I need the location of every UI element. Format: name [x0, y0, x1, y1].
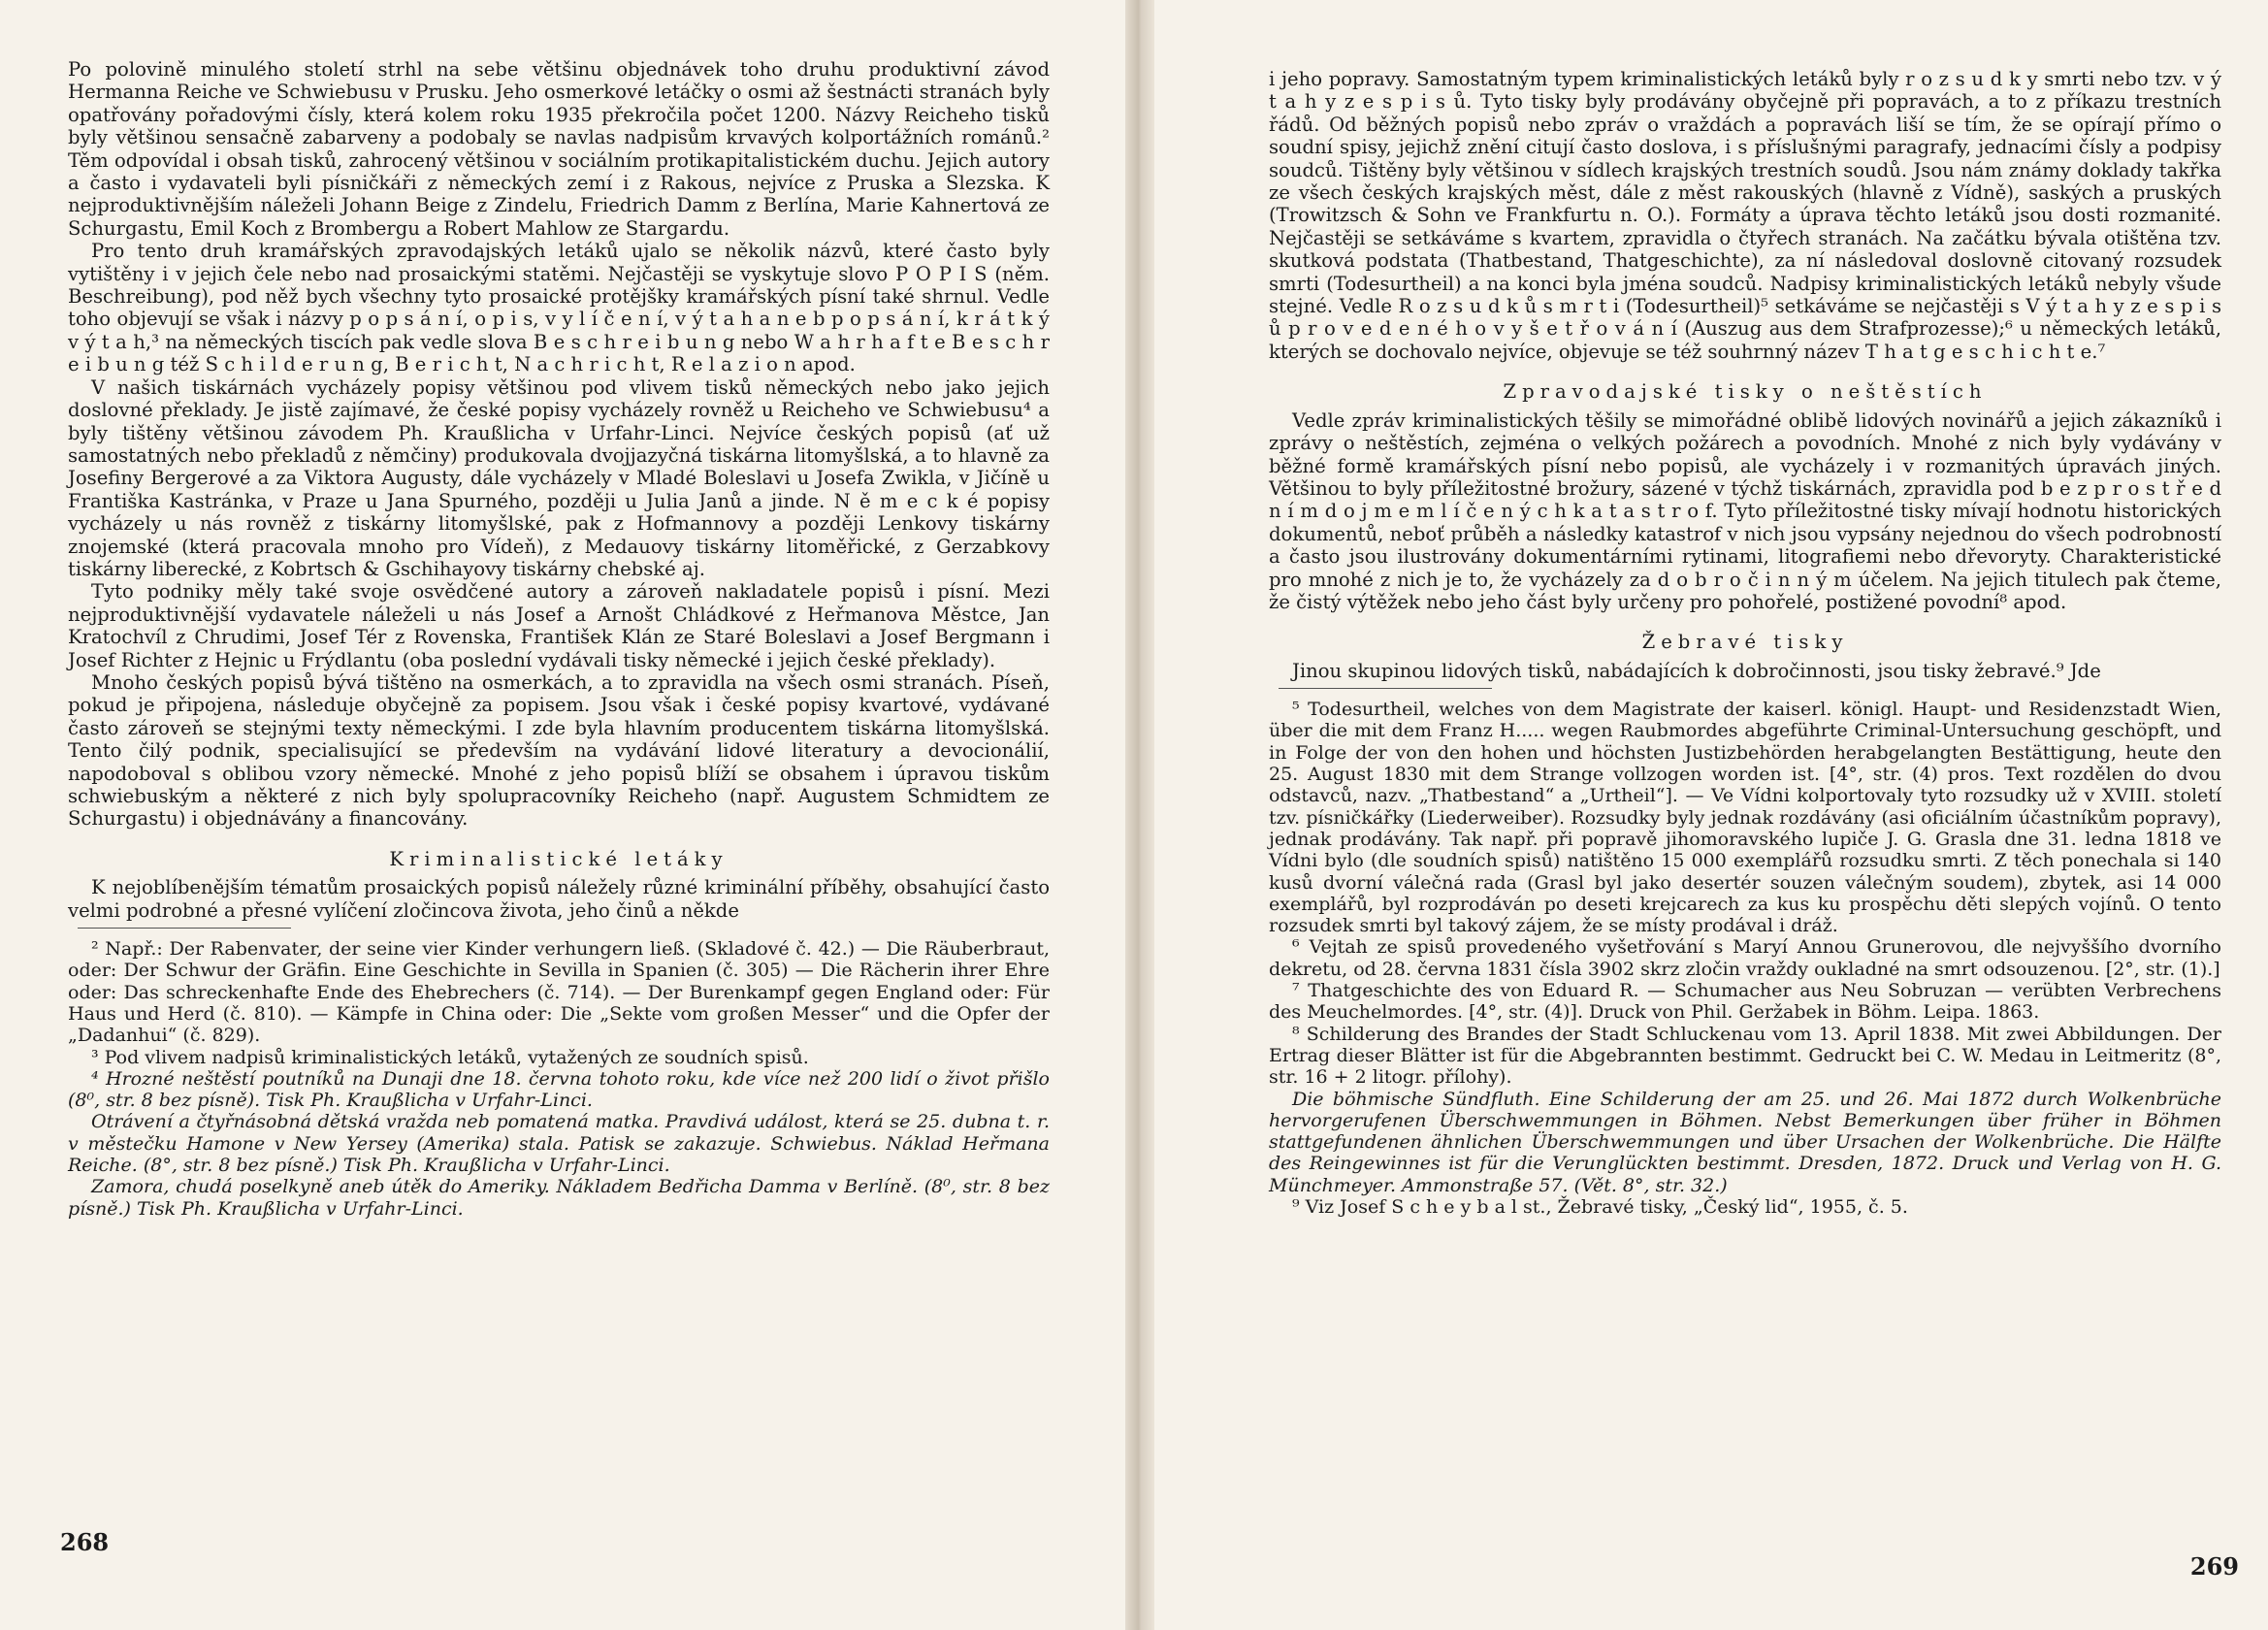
footnote-divider — [78, 928, 291, 929]
paragraph: Pro tento druh kramářských zpravodajských letáků ujalo se několik názvů, které často byly vytištěny i v jejich čele nebo nad prosaickými statěmi. Nejčastěji se vyskytuje slovo P O P I S (něm. Beschreibung), pod něž bych všechny tyto prosaické protějšky kramářských písní také shrnul. Vedle toho objevují se však i názvy p o p s á n í, o p i s, v y l í č e n í, v ý t a h a n e b p o p s á n í, k r á t k ý v ý t a h,³ na německých tiscích pak vedle slova B e s c h r e i b u n g nebo W a h r h a f t e B e s c h r e i b u n g též S c h i l d e r u n g, B e r i c h t, N a c h r i c h t, R e l a z i o n apod. — [68, 240, 1050, 376]
footnote: Die böhmische Sündfluth. Eine Schilderung der am 25. und 26. Mai 1872 durch Wolkenbrüche hervorgerufenen Überschwemmungen in Böhmen. Nebst Bemerkungen über früher in Böhmen stattgefundenen ähnlichen Überschwemmungen und über Ursachen der Wolkenbrüche. Die Hälfte des Reingewinnes ist für die Verunglückten bestimmt. Dresden, 1872. Druck und Verlag von H. G. Münchmeyer. Ammonstraße 57. (Vět. 8°, str. 32.) — [1269, 1088, 2221, 1196]
footnote: ⁹ Viz Josef S c h e y b a l st., Žebravé tisky, „Český lid“, 1955, č. 5. — [1292, 1195, 1908, 1218]
right-footnotes — [1269, 699, 2221, 1218]
section-heading: Žebravé tisky — [1641, 631, 1849, 654]
footnote: ⁶ Vejtah ze spisů provedeného vyšetřování s Maryí Annou Grunerovou, dle nejvyššího dvorního dekretu, od 28. června 1831 čísla 3902 skrz zločin vraždy oukladné na smrt odsouzenou. [2°, str. (1).] — [1269, 936, 2221, 980]
left-footnotes — [68, 938, 1050, 1220]
paragraph: i jeho popravy. Samostatným typem kriminalistických letáků byly r o z s u d k y smrti nebo tzv. v ý t a h y z e s p i s ů. Tyto tisky byly prodávány obyčejně při popravách, a to z příkazu trestních řádů. Od běžných popisů nebo zpráv o vraždách a popravách liší se tím, že se opírají přímo o soudní spisy, jejichž znění citují často doslova, i s příslušnými paragrafy, jednacími čísly a podpisy soudců. Tištěny byly většinou v sídlech krajských trestních soudů. Jsou nám známy doklady takřka ze všech českých krajských měst, dále z měst rakouských (hlavně z Vídně), saských a pruských (Trowitzsch & Sohn ve Frankfurtu n. O.). Formáty a úprava těchto letáků jsou dosti rozmanité. Nejčastěji se setkáváme s kvartem, zpravidla o čtyřech stranách. Na začátku bývala otištěna tzv. skutková podstata (Thatbestand, Thatgeschichte), za ní následoval doslovně citovaný rozsudek smrti (Todesurtheil) a na konci byla jména soudců. Nadpisy kriminalistických letáků nebyly všude stejné. Vedle R o z s u d k ů s m r t i (Todesurtheil)⁵ setkáváme se nejčastěji s V ý t a h y z e s p i s ů p r o v e d e n é h o v y š e t ř o v á n í (Auszug aus dem Strafprozesse);⁶ u německých letáků, kterých se dochovalo nejvíce, objevuje se též souhrnný název T h a t g e s c h i c h t e.⁷ — [1269, 68, 2221, 363]
paragraph: Jinou skupinou lidových tisků, nabádajících k dobročinnosti, jsou tisky žebravé.⁹ Jde — [1292, 659, 2101, 682]
book-gutter — [1125, 0, 1154, 1630]
paragraph: Po polovině minulého století strhl na sebe většinu objednávek toho druhu produktivní závod Hermanna Reiche ve Schwiebusu v Prusku. Jeho osmerkové letáčky o osmi až šestnácti stranách byly opatřovány pořadovými čísly, která kolem roku 1935 překročila počet 1200. Názvy Reicheho tisků byly většinou sensačně zabarveny a podobaly se navlas nadpisům krvavých kolportážních románů.² Těm odpovídal i obsah tisků, zahrocený většinou v sociálním protikapitalistickém duchu. Jejich autory a často i vydavateli byli písničkáři z německých zemí i z Rakous, nejvíce z Pruska a Slezska. K nejproduktivnějším náleželi Johann Beige z Zindelu, Friedrich Damm z Berlína, Marie Kahnertová ze Schurgastu, Emil Koch z Brombergu a Robert Mahlow ze Stargardu. — [68, 58, 1050, 240]
footnote: ⁷ Thatgeschichte des von Eduard R. — Schumacher aus Neu Sobruzan — verübten Verbrechens des Meuchelmordes. [4°, str. (4)]. Druck von Phil. Geržabek in Böhm. Leipa. 1863. — [1269, 980, 2221, 1024]
section-heading: Zpravodajské tisky o neštěstích — [1503, 380, 1988, 404]
footnote: ² Např.: Der Rabenvater, der seine vier Kinder verhungern ließ. (Skladové č. 42.) — Die Räuberbraut, oder: Der Schwur der Gräfin. Eine Geschichte in Sevilla in Spanien (č. 305) — Die Rächerin ihrer Ehre oder: Das schreckenhafte Ende des Ehebrechers (č. 714). — Der Burenkampf gegen England oder: Für Haus und Herd (č. 810). — Kämpfe in China oder: Die „Sekte vom großen Messer“ und die Opfer der „Dadanhui“ (č. 829). — [68, 938, 1050, 1047]
paragraph: Tyto podniky měly také svoje osvědčené autory a zároveň nakladatele popisů i písní. Mezi nejproduktivnější vydavatele náleželi u nás Josef a Arnošt Chládkové z Heřmanova Městce, Jan Kratochvíl z Chrudimi, Josef Tér z Rovenska, František Klán ze Staré Boleslavi a Josef Bergmann i Josef Richter z Hejnic u Frýdlantu (oba poslední vydávali tisky německé i jejich české překlady). — [68, 580, 1050, 671]
section-heading: Kriminalistické letáky — [389, 847, 729, 870]
footnote: ⁸ Schilderung des Brandes der Stadt Schluckenau vom 13. April 1838. Mit zwei Abbildungen. Der Ertrag dieser Blätter ist für die Abgebrannten bestimmt. Gedruckt bei C. W. Medau in Leitmeritz (8°, str. 16 + 2 litogr. přílohy). — [1269, 1023, 2221, 1089]
paragraph: Vedle zpráv kriminalistických těšily se mimořádné oblibě lidových novinářů a jejich zákazníků i zprávy o neštěstích, zejména o velkých požárech a povodních. Mnohé z nich byly vydávány v běžné formě kramářských písní nebo popisů, ale vycházely i v rozmanitých úpravách jiných. Většinou to byly příležitostné brožury, sázené v týchž tiskárnách, zpravidla pod b e z p r o s t ř e d n í m d o j m e m l í č e n ý c h k a t a s t r o f. Tyto příležitostné tisky mívají hodnotu historických dokumentů, neboť průběh a následky katastrof v nich jsou vypsány nejednou do všech podrobností a často jsou ilustrovány dokumentárními rytinami, litografiemi nebo dřevoryty. Charakteristické pro mnohé z nich je to, že vycházely za d o b r o č i n n ý m účelem. Na jejich titulech pak čteme, že čistý výtěžek nebo jeho část byly určeny pro pohořelé, postižené povodní⁸ apod. — [1269, 408, 2221, 613]
footnote: ⁵ Todesurtheil, welches von dem Magistrate der kaiserl. königl. Haupt- und Residenzstadt Wien, über die mit dem Franz H..... wegen Raubmordes abgeführte Criminal-Untersuchung geschöpft, und in Folge der von den hohen und höchsten Justizbehörden herabgelangten Bestättigung, heute den 25. August 1830 mit dem Strange vollzogen worden ist. [4°, str. (4) pros. Text rozdělen do dvou odstavců, nazv. „Thatbestand“ a „Urtheil“]. — Ve Vídni kolportovaly tyto rozsudky už v XVIII. století tzv. písničkářky (Liederweiber). Rozsudky byly jednak rozdávány (asi oficiálním účastníkům popravy), jednak prodávány. Tak např. při popravě jihomoravského lupiče J. G. Grasla dne 31. ledna 1818 ve Vídni bylo (dle soudních spisů) natištěno 15 000 exemplářů rozsudku smrti. Z těch ponechala si 140 kusů dvorní válečná rada (Grasl byl jako desertér souzen válečným soudem), zbytek, asi 14 000 exemplářů, byl rozprodáván po deseti krejcarech za kus ku prospěchu děti slepých vojínů. O tento rozsudek smrti byl takový zájem, že se místy prodával i dráž. — [1269, 699, 2221, 937]
right-page — [1154, 0, 2268, 1630]
footnote-divider — [1279, 688, 1492, 689]
footnote: ⁴ Hrozné neštěstí poutníků na Dunaji dne 18. června tohoto roku, kde více než 200 lidí o život přišlo (8⁰, str. 8 bez písně). Tisk Ph. Kraußlicha v Urfahr-Linci. — [68, 1067, 1050, 1112]
footnote: ³ Pod vlivem nadpisů kriminalistických letáků, vytažených ze soudních spisů. — [91, 1046, 809, 1068]
paragraph: K nejoblíbenějším tématům prosaických popisů náležely různé kriminální příběhy, obsahující často velmi podrobné a přesné vylíčení zločincova života, jeho činů a někde — [68, 876, 1050, 922]
left-page — [0, 0, 1125, 1630]
paragraph: V našich tiskárnách vycházely popisy většinou pod vlivem tisků německých nebo jako jejich doslovné překlady. Je jistě zajímavé, že české popisy vycházely rovněž u Reicheho ve Schwiebusu⁴ a byly tištěny většinou závodem Ph. Kraußlicha v Urfahr-Linci. Nejvíce českých popisů (ať už samostatných nebo překladů z němčiny) produkovala dvojjazyčná tiskárna litomyšlská, a to hlavně za Josefiny Bergerové a za Viktora Augusty, dále vycházely v Mladé Boleslavi u Josefa Zwikla, v Jičíně u Františka Kastránka, v Praze u Jana Spurného, později u Julia Janů a jinde. N ě m e c k é popisy vycházely u nás rovněž z tiskárny litomyšlské, pak z Hofmannovy a později Lenkovy tiskárny znojemské (která pracovala mnoho pro Vídeň), z Medauovy tiskárny litoměřické, z Gerzabkovy tiskárny liberecké, z Kobrtsch & Gschihayovy tiskárny chebské aj. — [68, 375, 1050, 580]
left-main-text — [68, 58, 1050, 922]
page-number: 269 — [2189, 1552, 2239, 1581]
right-main-text — [1269, 68, 2221, 682]
paragraph: Mnoho českých popisů bývá tištěno na osmerkách, a to zpravidla na všech osmi stranách. Píseň, pokud je připojena, následuje obyčejně za popisem. Jsou však i české popisy kvartové, vydávané často zároveň se stejnými texty německými. I zde byla hlavním producentem tiskárna litomyšlská. Tento čilý podnik, specialisující se především na vydávání lidové literatury a devocionálií, napodoboval s oblibou vzory německé. Mnohé z jeho popisů blíží se obsahem i úpravou tiskům schwiebuským a některé z nich byly spolupracovníky Reicheho (např. Augustem Schmidtem ze Schurgastu) i objednávány a financovány. — [68, 670, 1050, 831]
footnote: Zamora, chudá poselkyně aneb útěk do Ameriky. Nákladem Bedřicha Damma v Berlíně. (8⁰, str. 8 bez písně.) Tisk Ph. Kraußlicha v Urfahr-Linci. — [68, 1176, 1050, 1220]
footnote: Otrávení a čtyřnásobná dětská vražda neb pomatená matka. Pravdivá událost, která se 25. dubna t. r. v městečku Hamone v New Yersey (Amerika) stala. Patisk se zakazuje. Schwiebus. Náklad Heřmana Reiche. (8°, str. 8 bez písně.) Tisk Ph. Kraußlicha v Urfahr-Linci. — [68, 1111, 1050, 1176]
page-number: 268 — [60, 1528, 110, 1556]
